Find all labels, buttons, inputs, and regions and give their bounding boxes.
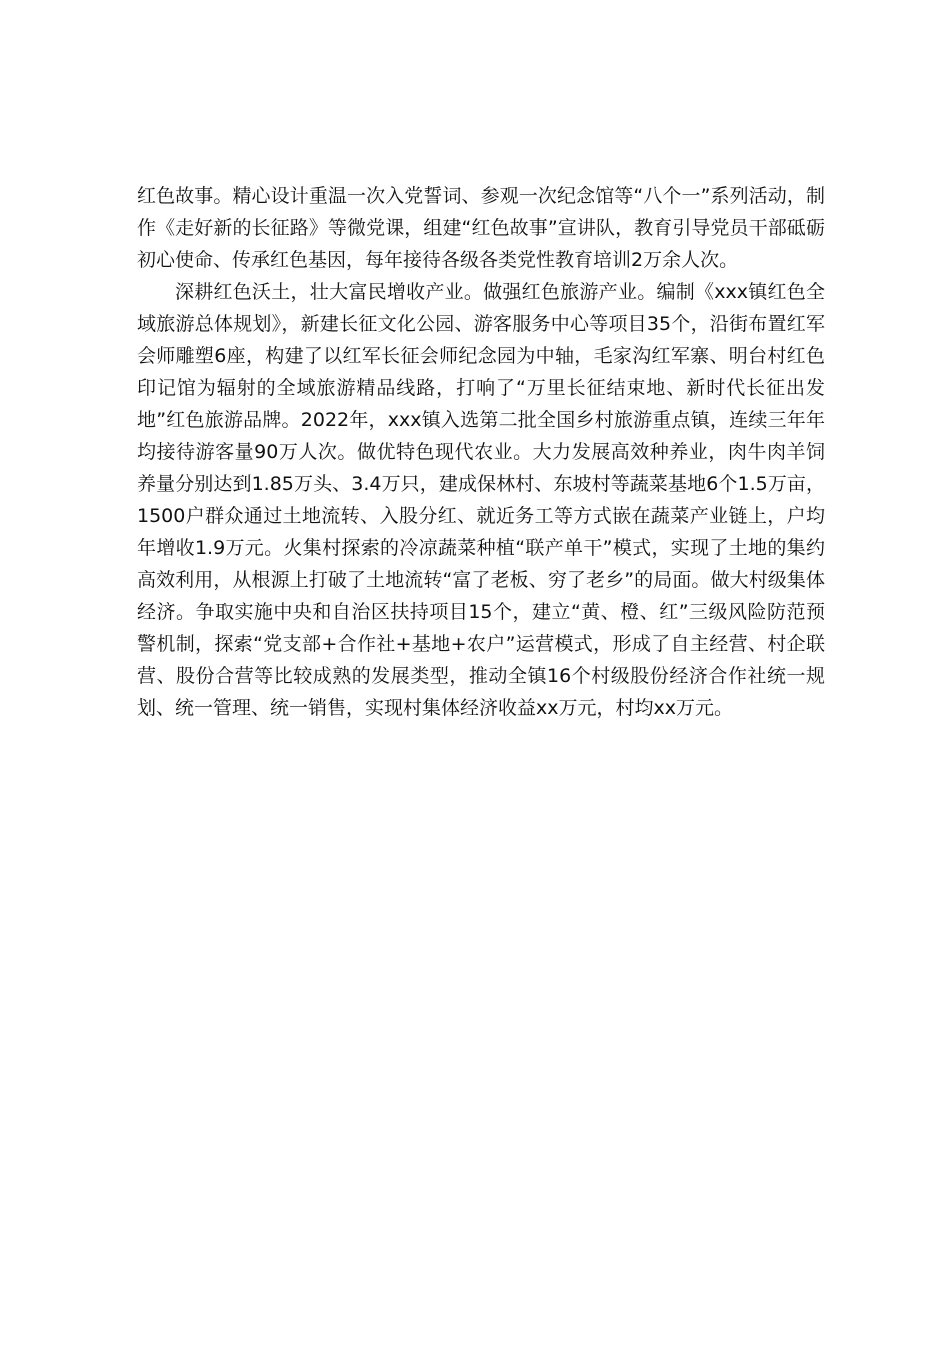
paragraph-red-soil: 深耕红色沃土，壮大富民增收产业。做强红色旅游产业。编制《xxx镇红色全域旅游总体规划》，新建长征文化公园、游客服务中心等项目35个，沿街布置红军会师雕塑6座，构建了以红军长征会师纪念园为中轴，毛家沟红军寨、明台村红色印记馆为辐射的全域旅游精品线路，打响了“万里长征结束地、新时代长征出发地”红色旅游品牌。2022年，xxx镇入选第二批全国乡村旅游重点镇，连续三年年均接待游客量90万人次。做优特色现代农业。大力发展高效种养业，肉牛肉羊饲养量分别达到1.85万头、3.4万只，建成保林村、东坡村等蔬菜基地6个1.5万亩，1500户群众通过土地流转、入股分红、就近务工等方式嵌在蔬菜产业链上，户均年增收1.9万元。火集村探索的冷凉蔬菜种植“联产单干”模式，实现了土地的集约高效利用，从根源上打破了土地流转“富了老板、穷了老乡”的局面。做大村级集体经济。争取实施中央和自治区扶持项目15个，建立“黄、橙、红”三级风险防范预警机制，探索“党支部+合作社+基地+农户”运营模式，形成了自主经营、村企联营、股份合营等比较成熟的发展类型，推动全镇16个村级股份经济合作社统一规划、统一管理、统一销售，实现村集体经济收益xx万元，村均xx万元。	[137, 281, 825, 719]
paragraph-continuation: 红色故事。精心设计重温一次入党誓词、参观一次纪念馆等“八个一”系列活动，制作《走好新的长征路》等微党课，组建“红色故事”宣讲队，教育引导党员干部砥砺初心使命、传承红色基因，每年接待各级各类党性教育培训2万余人次。	[137, 185, 825, 271]
body-text	[137, 180, 825, 724]
